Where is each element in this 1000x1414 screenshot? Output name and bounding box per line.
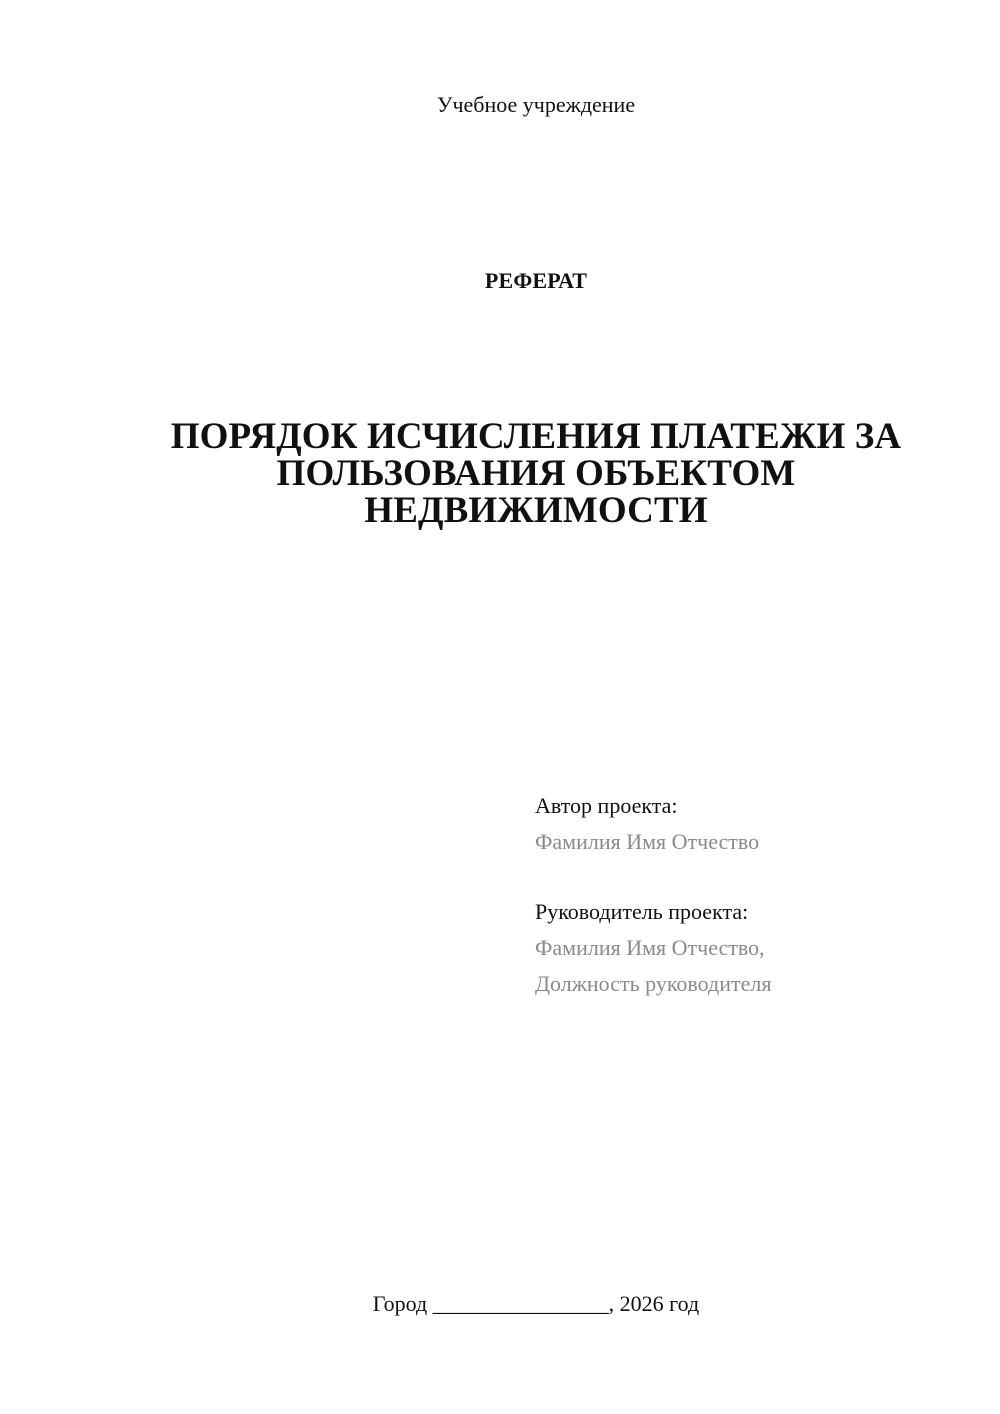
document-title: ПОРЯДОК ИСЧИСЛЕНИЯ ПЛАТЕЖИ ЗА ПОЛЬЗОВАНИЯ ОБЪЕКТОМ НЕДВИЖИМОСТИ [170, 416, 902, 531]
author-name: Фамилия Имя Отчество [535, 829, 760, 854]
author-label: Автор проекта: [535, 793, 678, 818]
supervisor-name: Фамилия Имя Отчество, [535, 935, 765, 960]
project-info [535, 788, 955, 1002]
supervisor-label: Руководитель проекта: [535, 899, 749, 924]
info-spacer [535, 860, 955, 894]
document-type: РЕФЕРАТ [484, 268, 588, 293]
city-year-line: Город ________________, 2026 год [372, 1291, 700, 1316]
supervisor-position: Должность руководителя [535, 971, 772, 996]
institution-name: Учебное учреждение [436, 92, 636, 117]
